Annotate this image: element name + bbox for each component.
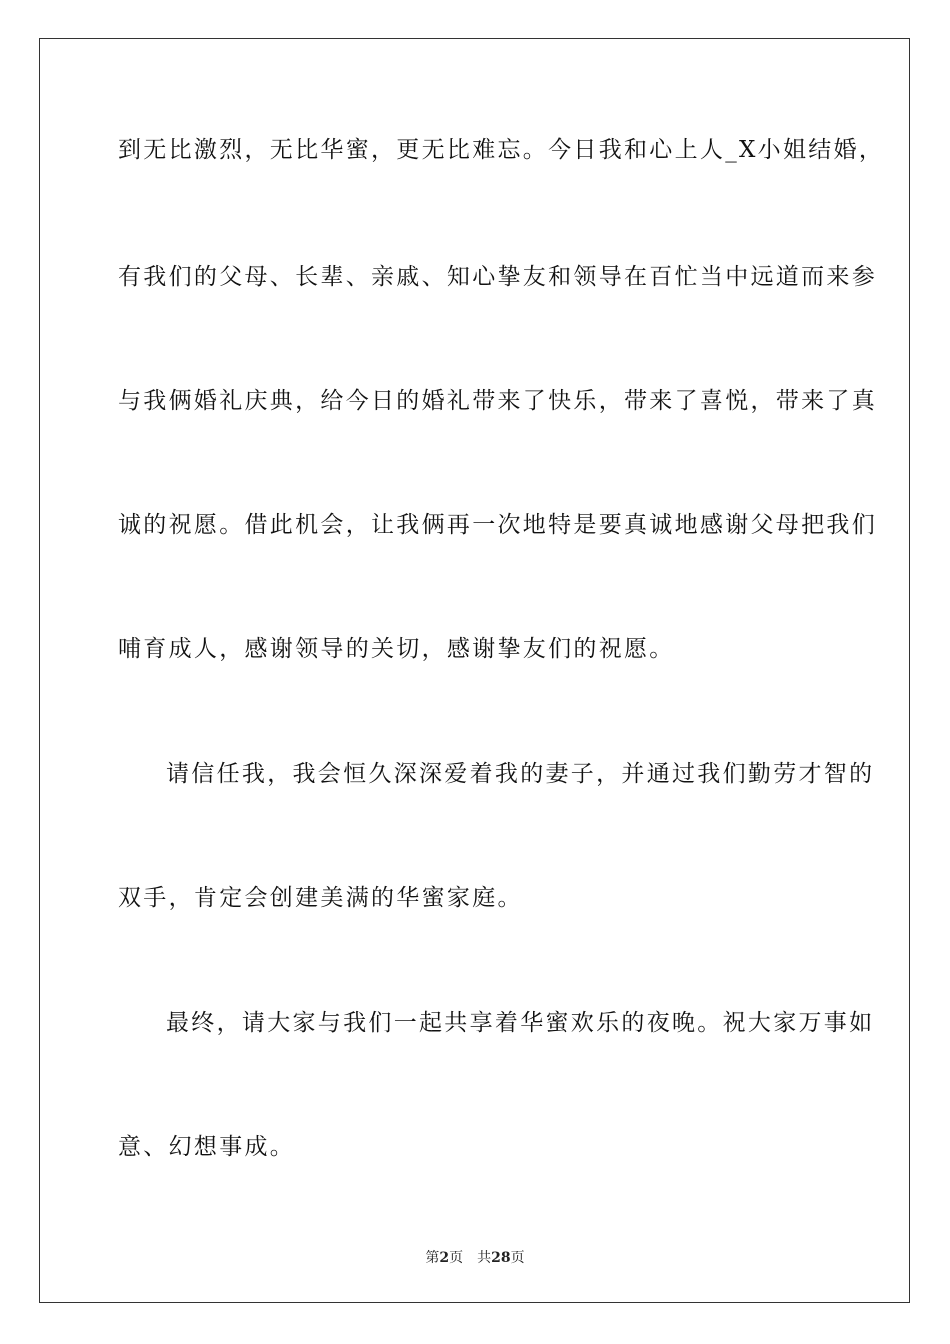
body-text-line: 到无比激烈，无比华蜜，更无比难忘。今日我和心上人_X小姐结婚， — [118, 137, 885, 163]
total-pages: 28 — [491, 1250, 511, 1266]
page-footer — [0, 1248, 950, 1268]
paragraph-start-line: 请信任我，我会恒久深深爱着我的妻子，并通过我们勤劳才智的 — [166, 761, 875, 787]
body-text-line: 双手，肯定会创建美满的华蜜家庭。 — [118, 885, 523, 911]
total-suffix: 页 — [510, 1250, 525, 1266]
page-prefix: 第 — [425, 1250, 440, 1266]
page-suffix: 页 — [449, 1250, 464, 1266]
page-number: 2 — [439, 1250, 450, 1266]
body-text-line: 诚的祝愿。借此机会，让我俩再一次地特是要真诚地感谢父母把我们 — [118, 512, 877, 538]
total-prefix: 共 — [477, 1250, 492, 1266]
body-text-line: 意、幻想事成。 — [118, 1134, 296, 1160]
body-text-line: 哺育成人，感谢领导的关切，感谢挚友们的祝愿。 — [118, 636, 675, 662]
body-text-line: 有我们的父母、长辈、亲戚、知心挚友和领导在百忙当中远道而来参 — [118, 264, 877, 290]
paragraph-start-line: 最终，请大家与我们一起共享着华蜜欢乐的夜晚。祝大家万事如 — [166, 1010, 875, 1036]
body-text-line: 与我俩婚礼庆典，给今日的婚礼带来了快乐，带来了喜悦，带来了真 — [118, 388, 877, 414]
page-border — [39, 38, 910, 1303]
